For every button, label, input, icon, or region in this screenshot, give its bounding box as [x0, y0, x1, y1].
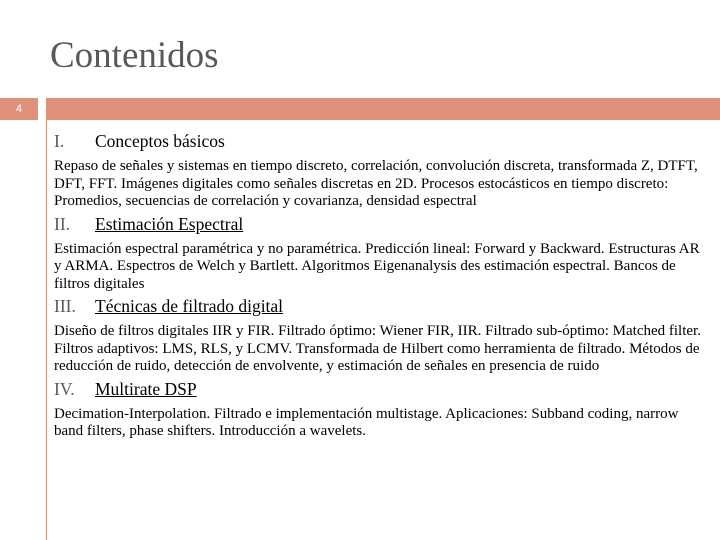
section-1	[54, 131, 706, 211]
section-heading	[54, 296, 706, 317]
slide-title: Contenidos	[50, 35, 219, 76]
section-body: Estimación espectral paramétrica y no paramétrica. Predicción lineal: Forward y Backward. Estructuras AR y ARMA. Espectros de Welch y Bartlett. Algoritmos Eigenanalysis des estimación espectral. Bancos de filtros digitales	[54, 240, 700, 292]
section-4	[54, 379, 706, 441]
slide-number: 4	[15, 103, 23, 115]
section-body: Repaso de señales y sistemas en tiempo discreto, correlación, convolución discreta, transformada Z, DTFT, DFT, FFT. Imágenes digitales como señales discretas en 2D. Procesos estocásticos en tiempo discreto: Promedios, secuencias de correlación y covarianza, densidad espectral	[54, 158, 698, 209]
title-underline-bar	[46, 98, 720, 120]
section-heading	[54, 379, 706, 400]
section-numeral: IV.	[54, 378, 75, 399]
left-rule	[46, 120, 47, 540]
section-heading	[54, 131, 706, 152]
section-numeral: II.	[54, 213, 71, 234]
section-2	[54, 214, 706, 294]
section-heading	[54, 214, 706, 235]
section-3	[54, 296, 706, 376]
section-numeral: III.	[54, 296, 76, 316]
section-title: Técnicas de filtrado digital	[95, 296, 284, 316]
section-body: Decimation-Interpolation. Filtrado e implementación multistage. Aplicaciones: Subband coding, narrow band filters, phase shifters. Introducción a wavelets.	[54, 405, 679, 439]
section-title: Estimación Espectral	[95, 213, 244, 234]
section-title: Multirate DSP	[95, 378, 197, 399]
content-area	[54, 128, 706, 444]
section-body: Diseño de filtros digitales IIR y FIR. Filtrado óptimo: Wiener FIR, IIR. Filtrado sub-óptimo: Matched filter. Filtros adaptivos: LMS, RLS, y LCMV. Transformada de Hilbert como herramienta de filtrado. Métodos de reducción de ruido, detección de envolvente, y estimación de señales en presencia de ruido	[54, 323, 701, 374]
section-title: Conceptos básicos	[95, 131, 225, 151]
section-numeral: I.	[54, 131, 65, 151]
